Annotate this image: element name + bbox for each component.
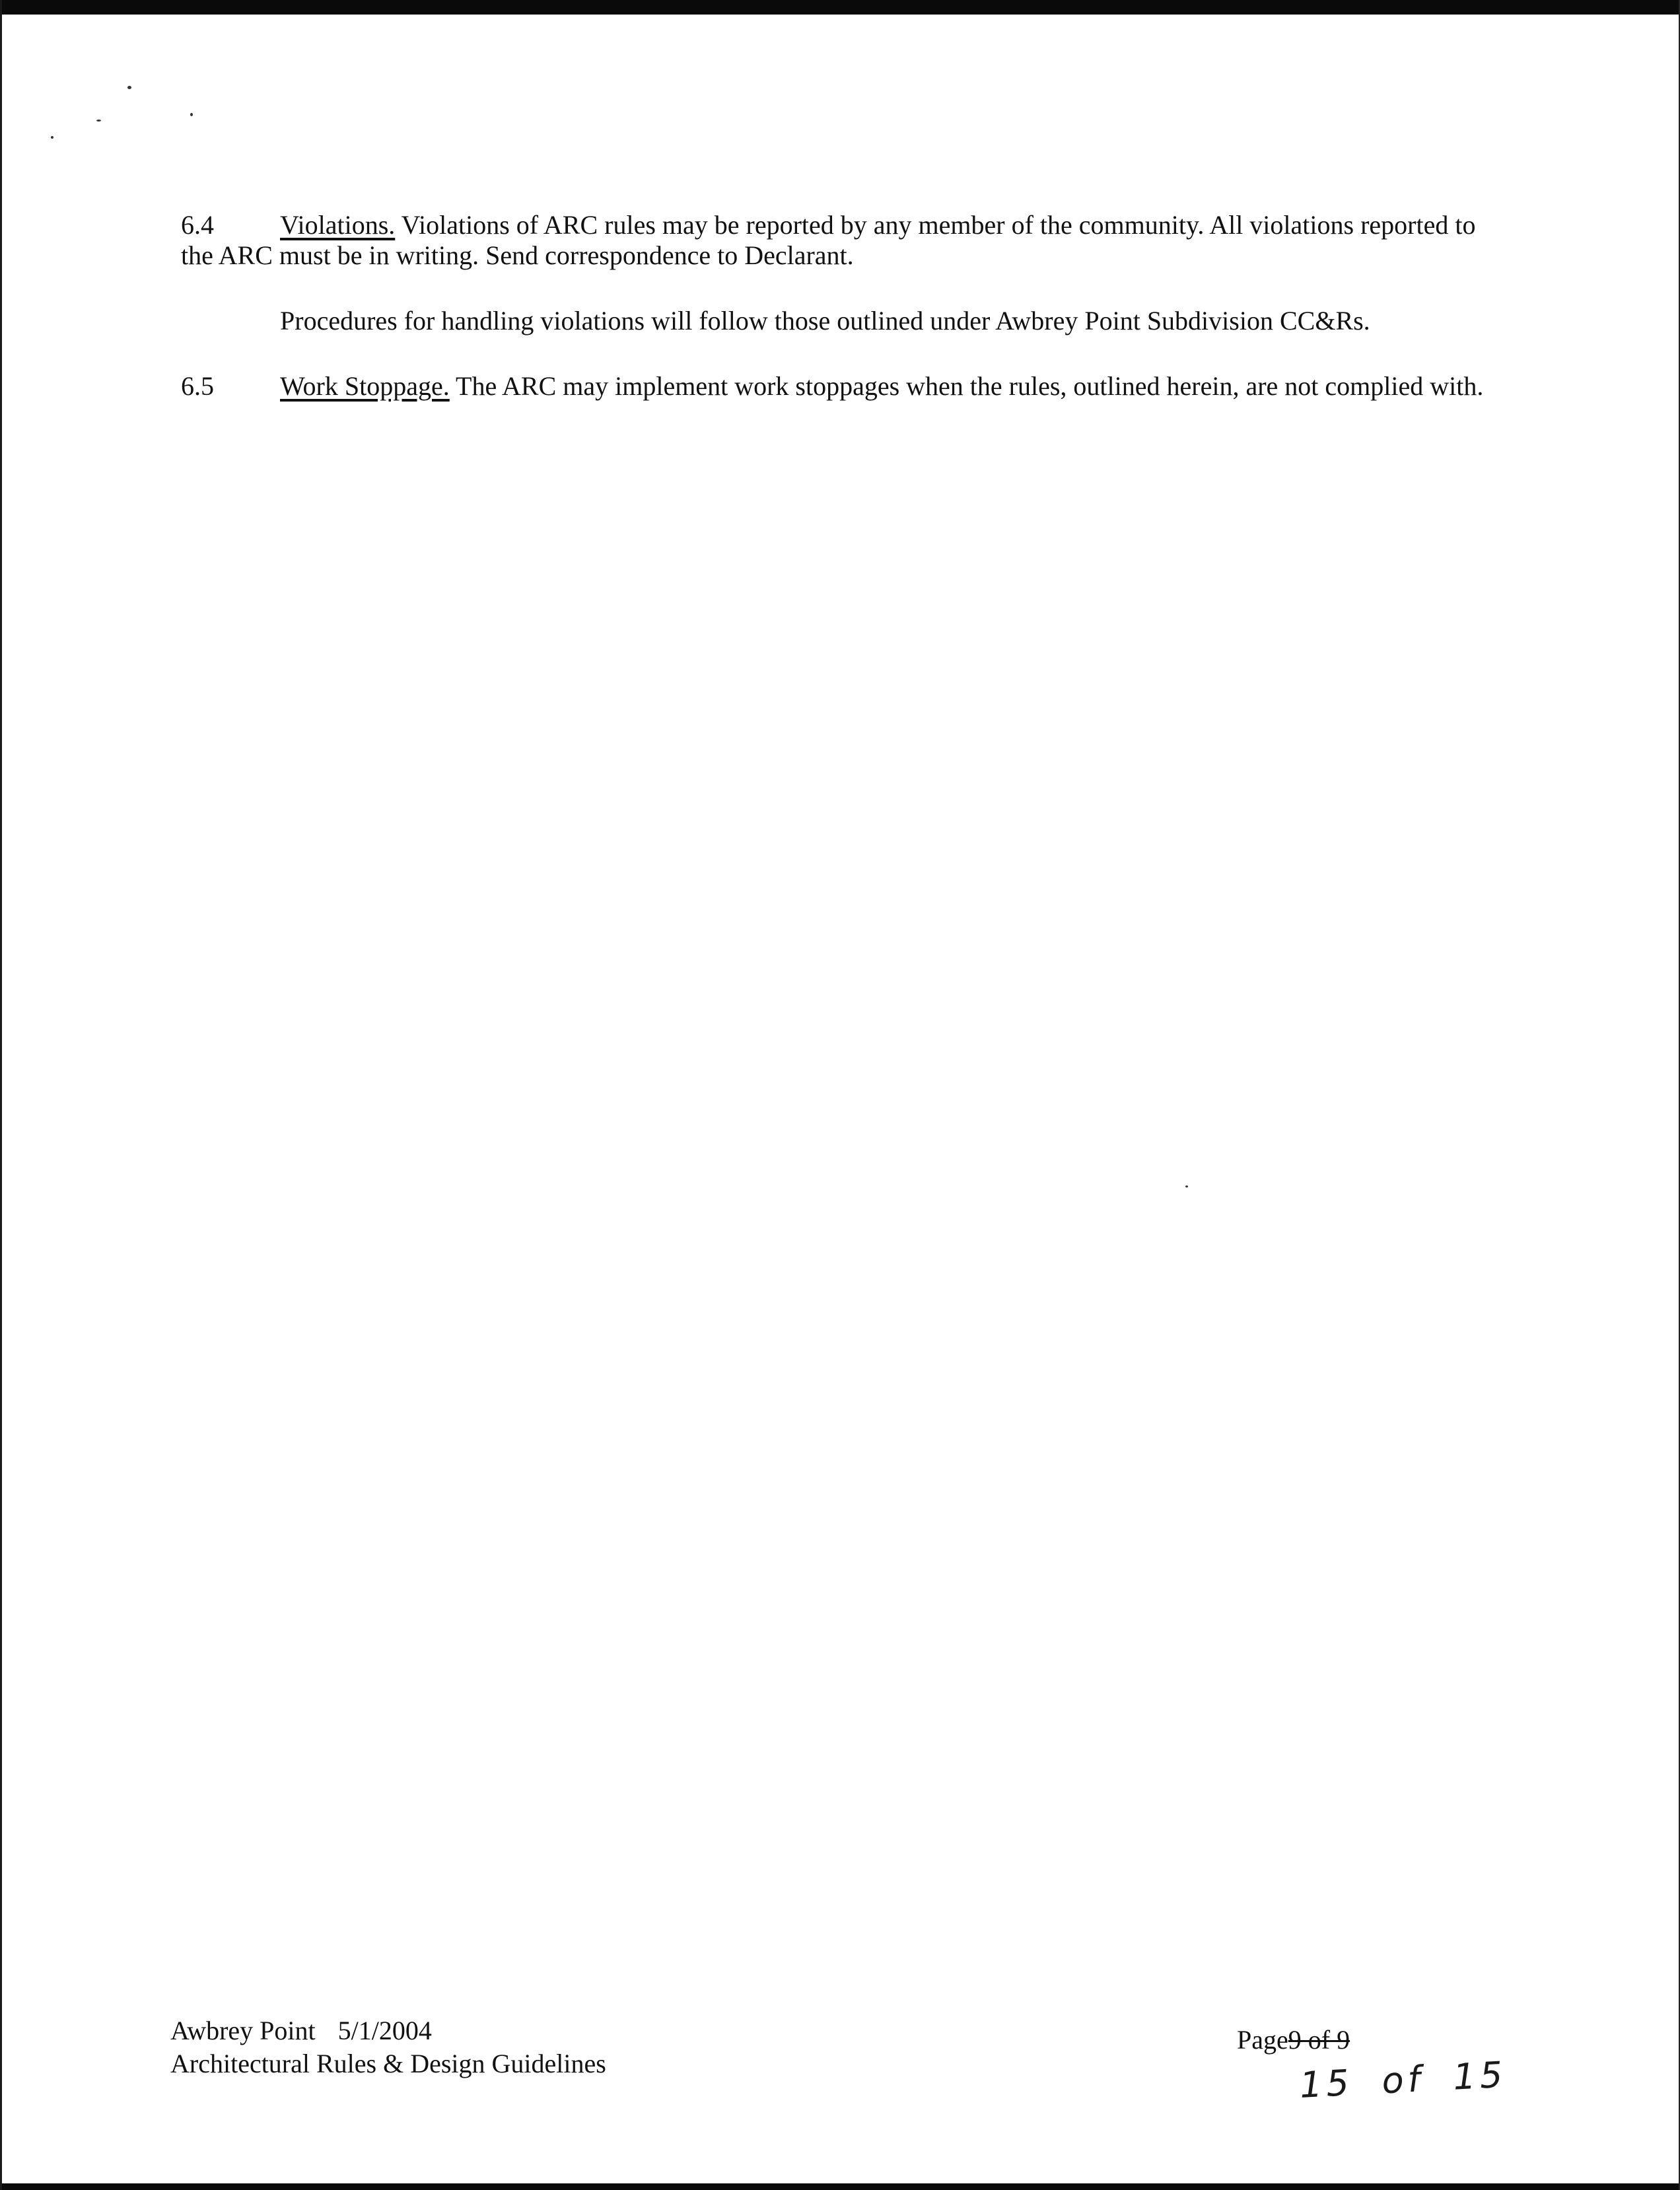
footer-date: 5/1/2004 (337, 2016, 432, 2045)
scan-border-bottom (0, 2183, 1680, 2190)
page-label: Page (1237, 2025, 1288, 2055)
footer-project-line (170, 2014, 606, 2047)
footer-project: Awbrey Point (170, 2016, 316, 2045)
scan-speck (1185, 1185, 1188, 1187)
scan-speck (51, 136, 53, 139)
scan-border-top (0, 0, 1680, 15)
scan-speck (96, 120, 101, 122)
section-6-5 (181, 371, 1502, 402)
scan-border-left (0, 0, 5, 2190)
scan-border-right (1676, 0, 1680, 2190)
footer-page-number (1237, 2024, 1350, 2057)
scan-speck (127, 86, 131, 89)
section-heading: Violations. (280, 210, 396, 240)
handwritten-page-total: 15 (1452, 2053, 1508, 2098)
section-6-4 (181, 210, 1502, 271)
handwritten-page-number (1298, 2054, 1507, 2106)
section-heading: Work Stoppage. (280, 371, 450, 401)
page-struck-number: 9 of 9 (1288, 2025, 1350, 2055)
section-text: Violations of ARC rules may be reported by any member of the community. All violations reported to the ARC must be in writing. Send correspondence to Declarant. (181, 210, 1476, 270)
handwritten-page-of: of (1380, 2058, 1426, 2102)
section-number: 6.4 (181, 210, 214, 240)
handwritten-page-current: 15 (1298, 2061, 1354, 2106)
scan-speck (190, 113, 193, 116)
footer-document-info (170, 2014, 606, 2080)
procedures-paragraph: Procedures for handling violations will follow those outlined under Awbrey Point Subdivision CC&Rs. (280, 306, 1370, 336)
section-text: The ARC may implement work stoppages when the rules, outlined herein, are not complied with. (449, 371, 1484, 401)
section-number: 6.5 (181, 371, 214, 401)
footer-document-title: Architectural Rules & Design Guidelines (170, 2049, 606, 2078)
